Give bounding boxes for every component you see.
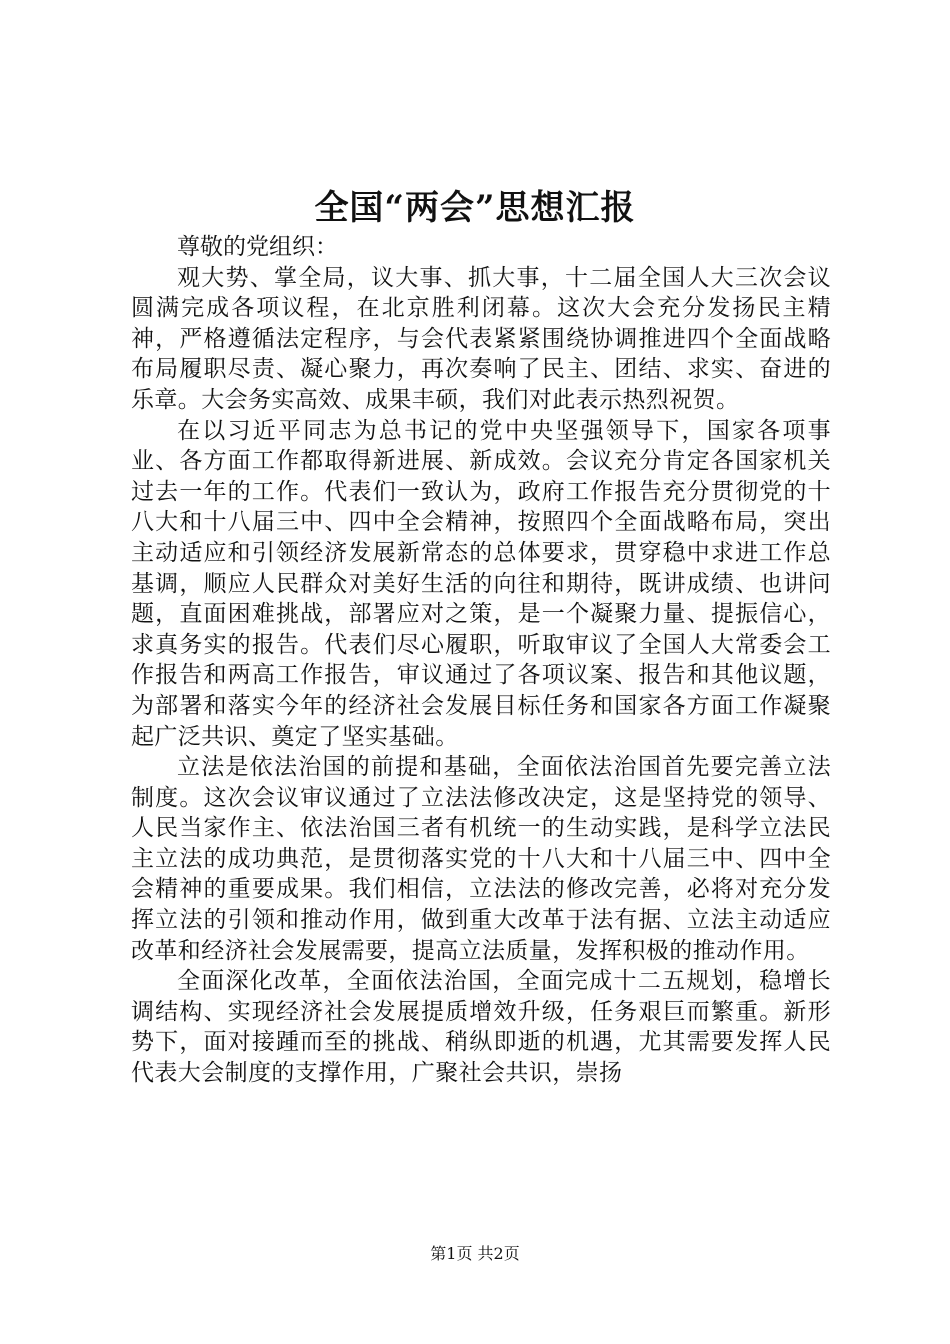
salutation: 尊敬的党组织：	[177, 234, 338, 260]
paragraph-3: 立法是依法治国的前提和基础，全面依法治国首先要完善立法制度。这次会议审议通过了立法法修改决定，这是坚持党的领导、人民当家作主、依法治国三者有机统一的生动实践，是科学立法民主立法的成功典范，是贯彻落实党的十八大和十八届三中、四中全会精神的重要成果。我们相信，立法法的修改完善，必将对充分发挥立法的引领和推动作用，做到重大改革于法有据、立法主动适应改革和经济社会发展需要，提高立法质量，发挥积极的推动作用。	[131, 754, 831, 964]
document-body	[131, 232, 831, 1089]
page-footer: 第1页 共2页	[430, 1244, 520, 1263]
paragraph-2: 在以习近平同志为总书记的党中央坚强领导下，国家各项事业、各方面工作都取得新进展、新成效。会议充分肯定各国家机关过去一年的工作。代表们一致认为，政府工作报告充分贯彻党的十八大和十八届三中、四中全会精神，按照四个全面战略布局，突出主动适应和引领经济发展新常态的总体要求，贯穿稳中求进工作总基调，顺应人民群众对美好生活的向往和期待，既讲成绩、也讲问题，直面困难挑战，部署应对之策，是一个凝聚力量、提振信心，求真务实的报告。代表们尽心履职，听取审议了全国人大常委会工作报告和两高工作报告，审议通过了各项议案、报告和其他议题，为部署和落实今年的经济社会发展目标任务和国家各方面工作凝聚起广泛共识、奠定了坚实基础。	[131, 417, 831, 750]
paragraph-1: 观大势、掌全局，议大事、抓大事，十二届全国人大三次会议圆满完成各项议程，在北京胜利闭幕。这次大会充分发扬民主精神，严格遵循法定程序，与会代表紧紧围绕协调推进四个全面战略布局履职尽责、凝心聚力，再次奏响了民主、团结、求实、奋进的乐章。大会务实高效、成果丰硕，我们对此表示热烈祝贺。	[131, 264, 831, 413]
document-title: 全国“两会”思想汇报	[314, 188, 636, 228]
paragraph-4: 全面深化改革，全面依法治国，全面完成十二五规划，稳增长调结构、实现经济社会发展提质增效升级，任务艰巨而繁重。新形势下，面对接踵而至的挑战、稍纵即逝的机遇，尤其需要发挥人民代表大会制度的支撑作用，广聚社会共识，崇扬	[131, 968, 831, 1087]
